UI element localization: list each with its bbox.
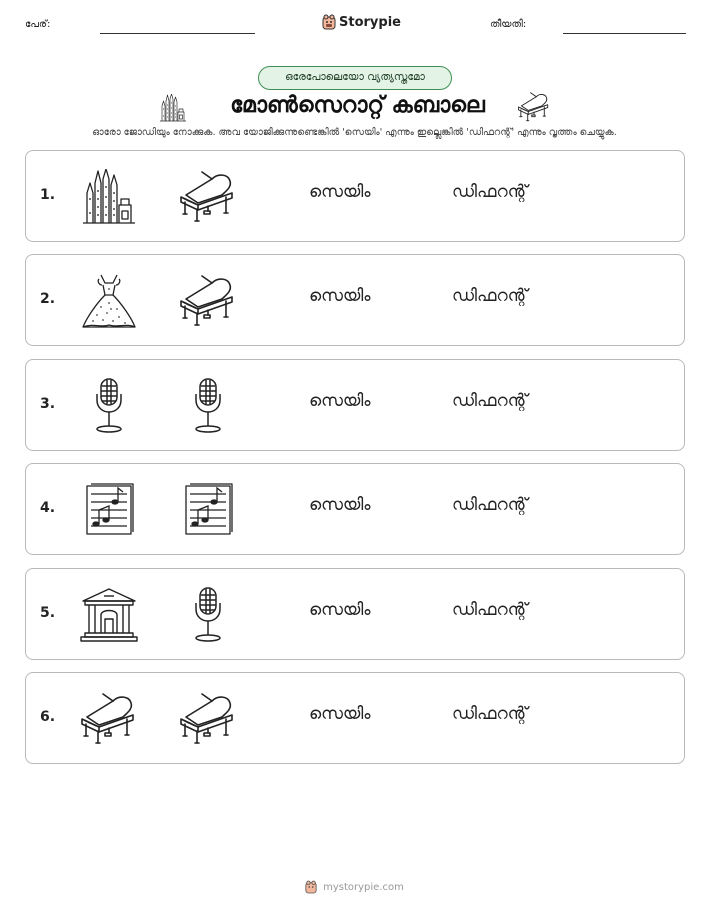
microphone-icon [178,378,238,434]
grand-piano-icon [516,91,552,123]
brand [322,14,401,30]
option-different[interactable]: ഡിഫറന്റ് [452,286,528,307]
header [0,14,709,36]
microphone-icon [178,587,238,643]
ball-gown-icon [79,273,139,329]
exercise-row [25,150,685,242]
exercise-row [25,254,685,346]
date-field-line[interactable] [563,33,686,34]
footer-url[interactable]: mystorypie.com [323,881,404,893]
option-same[interactable]: സെയിം [309,495,371,516]
row-number: 6. [40,708,56,725]
option-same[interactable]: സെയിം [309,599,371,620]
footer [0,880,709,894]
cathedral-icon [79,169,139,225]
date-label: തീയതി: [490,19,527,30]
option-same[interactable]: സെയിം [309,390,371,411]
exercise-row [25,568,685,660]
exercise-row [25,359,685,451]
grand-piano-icon [178,169,238,225]
worksheet-type-badge: ഒരേപോലെയോ വ്യത്യസ്തമോ [258,66,452,90]
sheet-music-icon [178,482,238,538]
option-different[interactable]: ഡിഫറന്റ് [452,495,528,516]
option-same[interactable]: സെയിം [309,182,371,202]
name-field-line[interactable] [100,33,255,34]
opera-house-icon [79,587,139,643]
option-different[interactable]: ഡിഫറന്റ് [452,390,528,411]
name-label: പേര്: [25,19,51,30]
grand-piano-icon [79,691,139,747]
row-number: 4. [40,500,56,517]
brand-name: Storypie [339,14,401,30]
grand-piano-icon [178,691,238,747]
title-row [0,93,709,123]
storypie-logo-icon [322,14,336,30]
row-number: 2. [40,291,56,308]
option-same[interactable]: സെയിം [309,703,371,724]
exercise-row [25,672,685,764]
row-number: 1. [40,187,56,203]
storypie-logo-icon [305,880,317,894]
option-different[interactable]: ഡിഫറന്റ് [452,182,528,202]
instructions: ഓരോ ജോഡിയും നോക്കുക. അവ യോജിക്കുന്നുണ്ടെങ്കിൽ 'സെയിം' എന്നും ഇല്ലെങ്കിൽ 'ഡിഫറന്റ്' എന്നും വൃത്തം ചെയ്യുക. [92,127,617,138]
page-title: മോൺസെറാറ്റ് കബാലെ [230,93,485,118]
option-different[interactable]: ഡിഫറന്റ് [452,599,528,620]
option-different[interactable]: ഡിഫറന്റ് [452,703,528,724]
sheet-music-icon [79,482,139,538]
cathedral-icon [158,94,188,122]
microphone-icon [79,378,139,434]
exercise-list [25,150,685,776]
option-same[interactable]: സെയിം [309,286,371,307]
exercise-row [25,463,685,555]
row-number: 3. [40,395,56,412]
row-number: 5. [40,604,56,621]
grand-piano-icon [178,273,238,329]
